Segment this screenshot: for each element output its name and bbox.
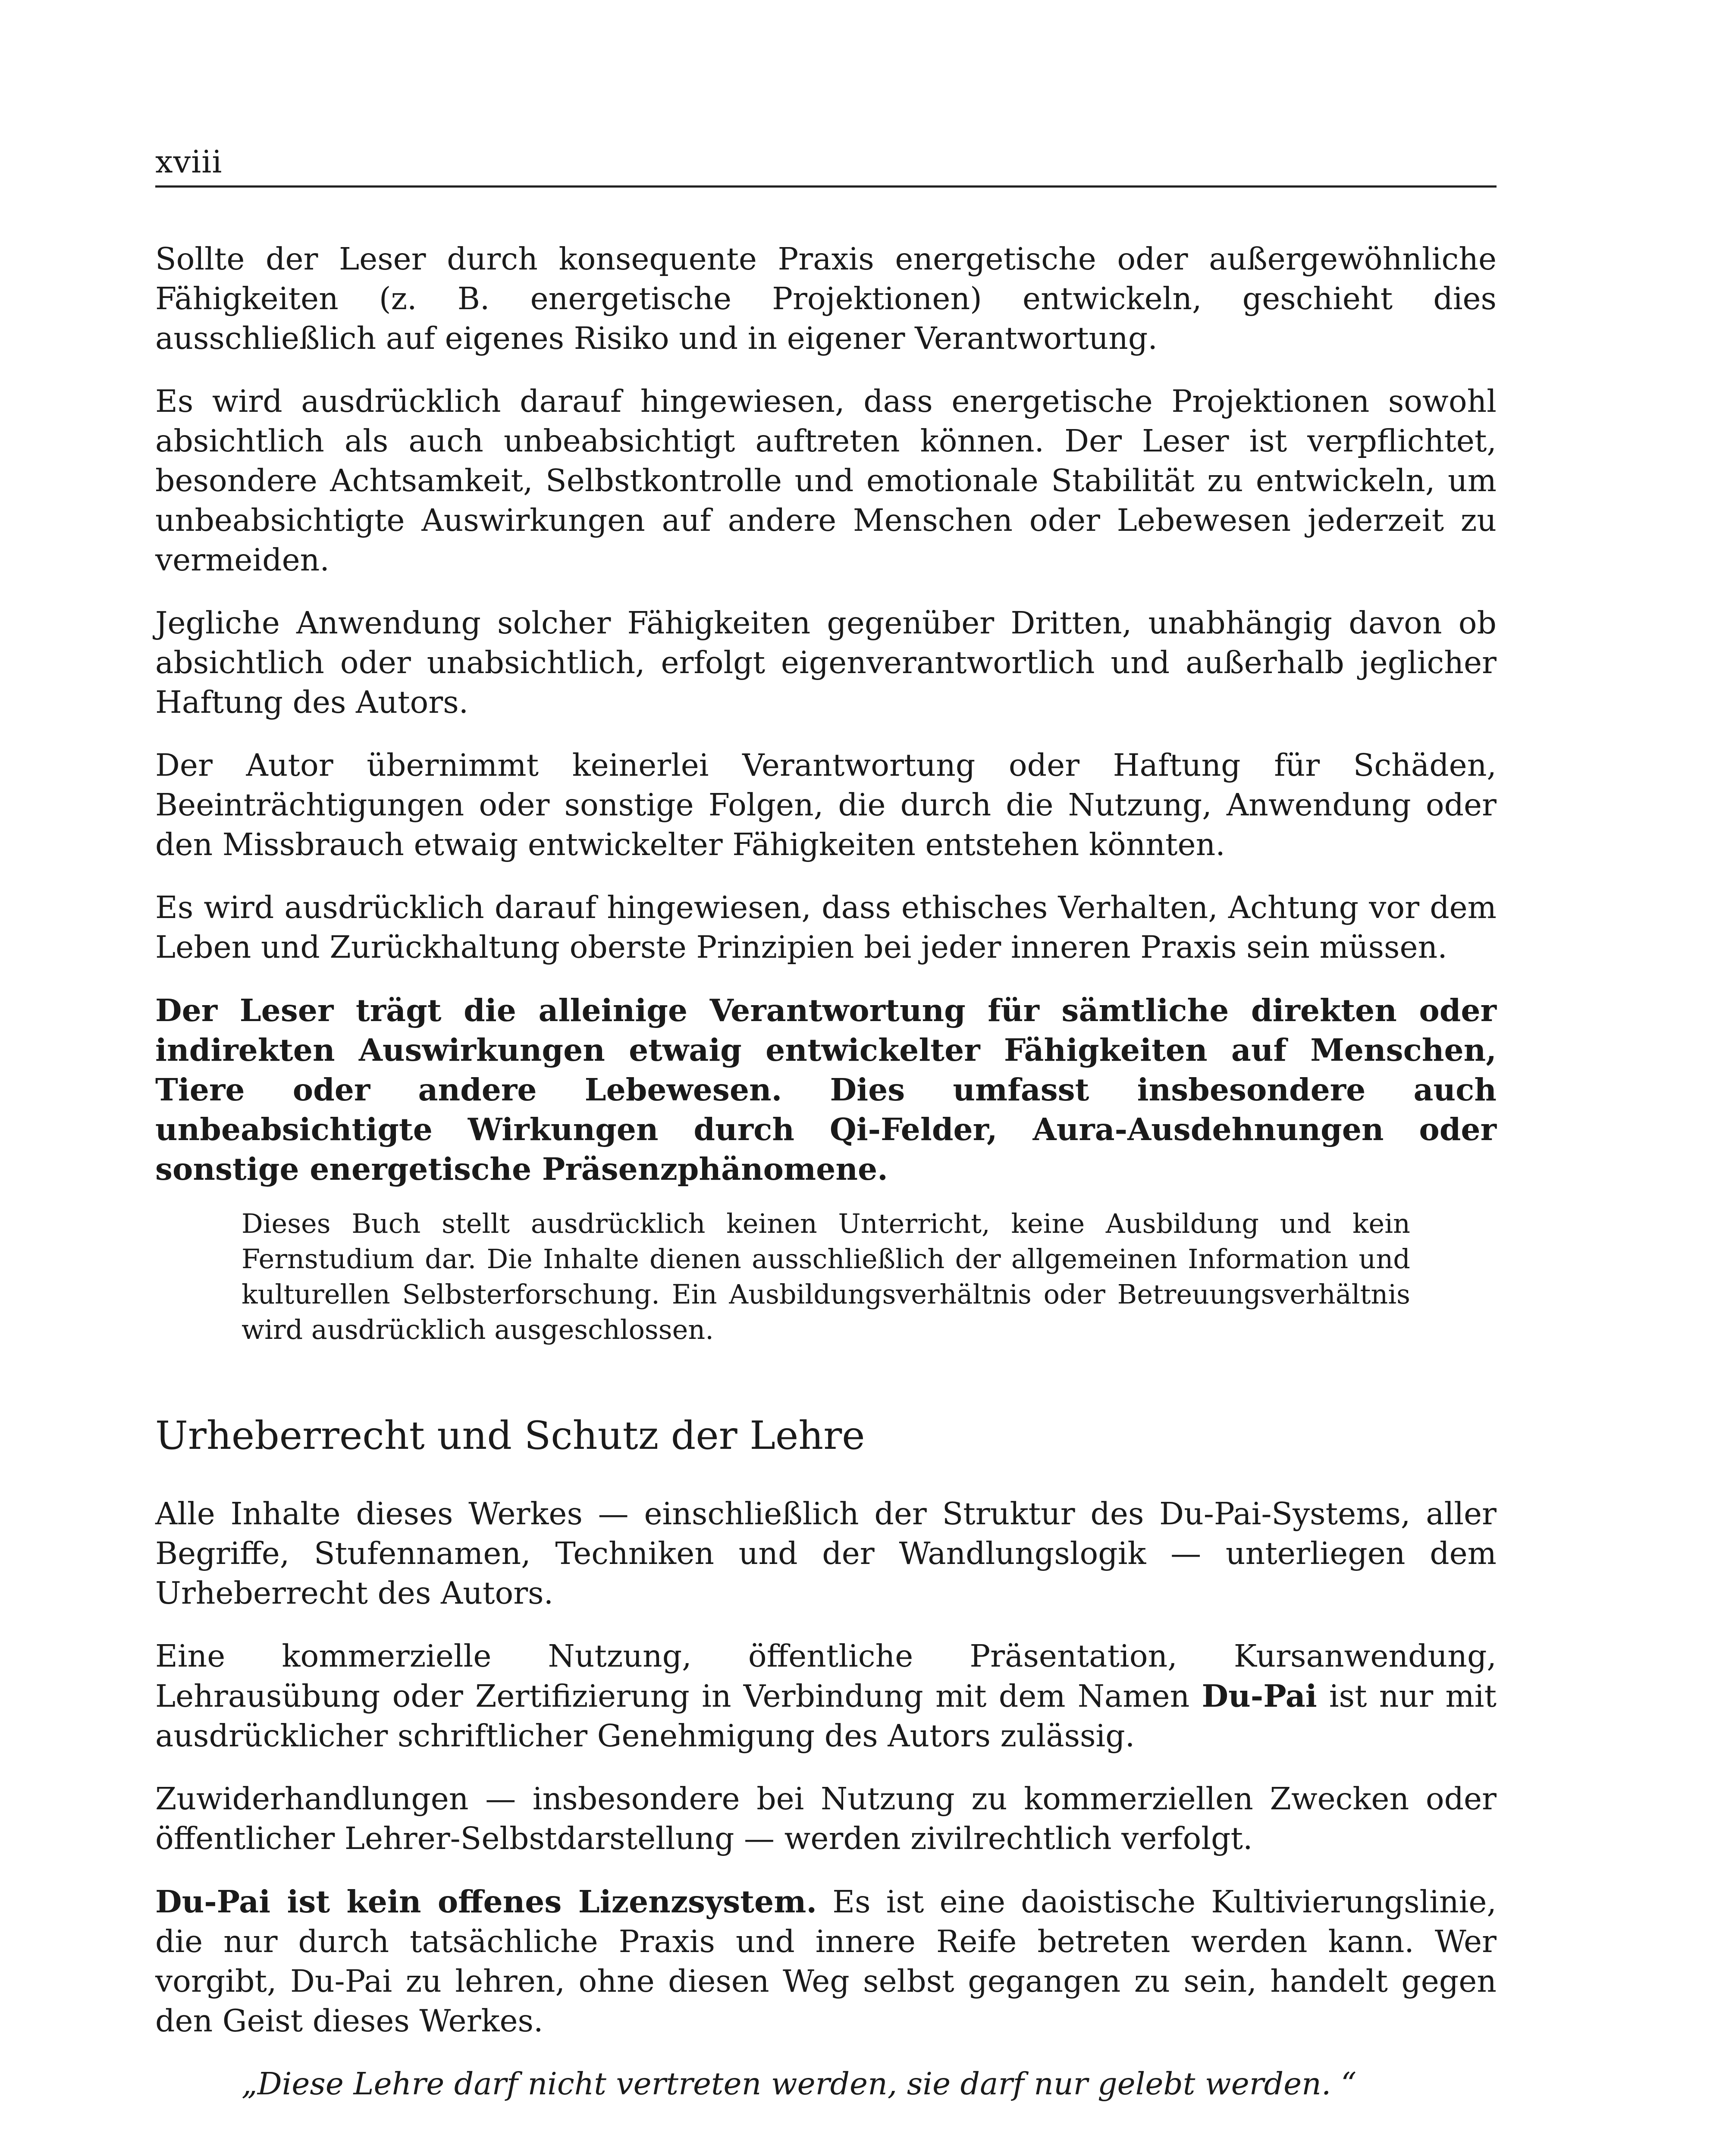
paragraph-ethics: Es wird ausdrücklich darauf hingewiesen, dass ethisches Verhalten, Achtung vor dem Leben und Zurückhaltung oberste Prinzipien bei jeder inneren Praxis sein müssen. [155,890,1497,965]
note-no-instruction: Dieses Buch stellt ausdrücklich keinen Unterricht, keine Ausbildung und kein Fernstudium dar. Die Inhalte dienen ausschließlich der allgemeinen Information und kulturellen Selbsterforschung. Ein Ausbildungsverhältnis oder Betreuungsverhältnis wird ausdrücklich ausgeschlossen. [242,1208,1410,1345]
commercial-use-text-before: Eine kommerzielle Nutzung, öffentliche Präsentation, Kursanwendung, Lehrausübung oder Zertifizierung in Verbindung mit dem Namen [155,1638,1497,1714]
commercial-use-text-after: ist nur mit ausdrücklicher schriftlicher Genehmigung des Autors zulässig. [155,1678,1497,1754]
paragraph-violations: Zuwiderhandlungen — insbesondere bei Nutzung zu kommerziellen Zwecken oder öffentlicher Lehrer-Selbstdarstellung — werden zivilrechtlich verfolgt. [155,1781,1497,1856]
motto-quote: „Diese Lehre darf nicht vertreten werden, sie darf nur gelebt werden. “ [242,2066,1357,2102]
running-head-page-number: xviii [155,142,1497,188]
paragraph-no-liability: Der Autor übernimmt keinerlei Verantwortung oder Haftung für Schäden, Beeinträchtigungen oder sonstige Folgen, die durch die Nutzung, Anwendung oder den Missbrauch etwaig entwickelter Fähigkeiten entstehen könnten. [155,747,1497,862]
paragraph-commercial-use [155,1636,1497,1756]
no-open-license-statement: Du-Pai ist kein offenes Lizenzsystem. [155,1883,817,1920]
paragraph-risk: Sollte der Leser durch konsequente Praxis energetische oder außergewöhnliche Fähigkeiten (z. B. energetische Projektionen) entwickeln, geschieht dies ausschließlich auf eigenes Risiko und in eigener Verantwortung. [155,241,1497,356]
paragraph-sole-responsibility: Der Leser trägt die alleinige Verantwortung für sämtliche direkten oder indirekten Auswirkungen etwaig entwickelter Fähigkeiten auf Menschen, Tiere oder andere Lebewesen. Dies umfasst insbesondere auch unbeabsichtigte Wirkungen durch Qi-Felder, Aura-Ausdehnungen oder sonstige energetische Präsenzphänomene. [155,992,1497,1187]
paragraph-projections: Es wird ausdrücklich darauf hingewiesen, dass energetische Projektionen sowohl absichtlich als auch unbeabsichtigt auftreten können. Der Leser ist verpflichtet, besondere Achtsamkeit, Selbstkontrolle und emotionale Stabilität zu entwickeln, um unbeabsichtigte Auswirkungen auf andere Menschen oder Lebewesen jederzeit zu vermeiden. [155,383,1497,578]
paragraph-copyright-scope: Alle Inhalte dieses Werkes — einschließlich der Struktur des Du-Pai-Systems, aller Begriffe, Stufennamen, Techniken und der Wandlungslogik — unterliegen dem Urheberrecht des Autors. [155,1496,1497,1611]
paragraph-no-open-license [155,1882,1497,2041]
no-open-license-text: Es ist eine daoistische Kultivierungslinie, die nur durch tatsächliche Praxis und innere Reife betreten werden kann. Wer vorgibt, Du-Pai zu lehren, ohne diesen Weg selbst gegangen zu sein, handelt gegen den Geist dieses Werkes. [155,1884,1497,2039]
du-pai-name: Du-Pai [1202,1678,1317,1714]
book-page [155,142,1497,2156]
section-heading-copyright: Urheberrecht und Schutz der Lehre [155,1413,865,1458]
paragraph-third-parties: Jegliche Anwendung solcher Fähigkeiten gegenüber Dritten, unabhängig davon ob absichtlich oder unabsichtlich, erfolgt eigenverantwortlich und außerhalb jeglicher Haftung des Autors. [155,605,1497,720]
